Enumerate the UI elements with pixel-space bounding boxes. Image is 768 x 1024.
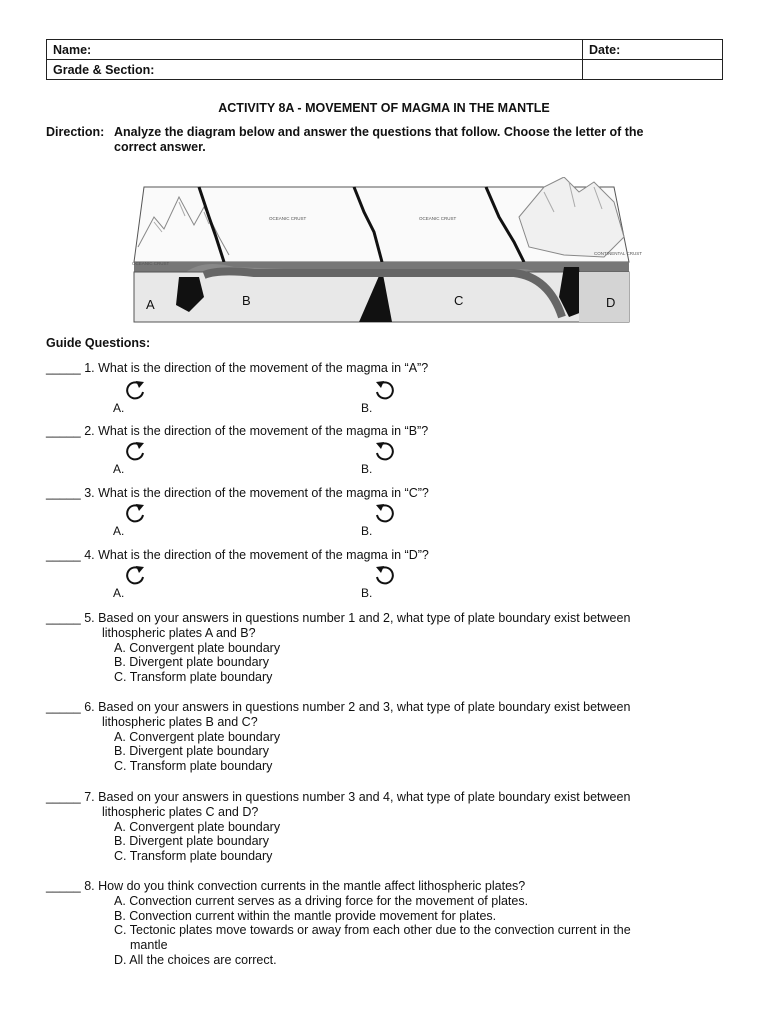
label-oceanic-crust-left: OCEANIC CRUST: [269, 216, 307, 221]
q6-line-2: lithospheric plates B and C?: [102, 714, 258, 729]
q1-choice-a[interactable]: [113, 401, 124, 415]
label-d: D: [606, 295, 616, 310]
q8-option-a[interactable]: A. Convection current serves as a driving force for the movement of plates.: [114, 893, 529, 908]
q6-line-1: _____ 6. Based on your answers in questions number 2 and 3, what type of plate boundary exist between: [46, 700, 631, 714]
clockwise-arrow-icon: [371, 440, 397, 466]
label-oceanic-crust-right: OCEANIC CRUST: [419, 216, 457, 221]
question-6: [46, 700, 736, 774]
q7-line-2: lithospheric plates C and D?: [102, 804, 259, 819]
direction-label: Direction:: [46, 125, 105, 139]
counterclockwise-arrow-icon: [123, 440, 149, 466]
grade-section-field[interactable]: [47, 60, 583, 80]
q2-choice-a[interactable]: [113, 462, 124, 476]
grade-section-label: Grade & Section:: [53, 62, 155, 77]
q5-option-b[interactable]: B. Divergent plate boundary: [114, 655, 269, 670]
question-3: _____ 3. What is the direction of the movement of the magma in “C”?: [46, 486, 429, 500]
clockwise-arrow-icon: [371, 502, 397, 528]
q4-choice-a-label: A.: [113, 586, 125, 600]
q1-choice-a-label: A.: [113, 401, 125, 415]
q2-choice-b[interactable]: [361, 462, 372, 476]
q7-line-1: _____ 7. Based on your answers in questions number 3 and 4, what type of plate boundary exist between: [46, 790, 631, 804]
guide-questions-title: Guide Questions:: [46, 336, 151, 350]
question-4: _____ 4. What is the direction of the movement of the magma in “D”?: [46, 548, 429, 562]
activity-title: ACTIVITY 8A - MOVEMENT OF MAGMA IN THE MANTLE: [218, 101, 550, 115]
q8-option-d[interactable]: D. All the choices are correct.: [114, 952, 277, 967]
q8-option-c-continued: mantle: [130, 938, 168, 953]
q1-choice-b[interactable]: [361, 401, 372, 415]
q3-choice-a-label: A.: [113, 524, 125, 538]
label-a: A: [146, 297, 155, 312]
q6-option-c[interactable]: C. Transform plate boundary: [114, 759, 273, 774]
q5-option-a[interactable]: A. Convergent plate boundary: [114, 640, 281, 655]
date-field[interactable]: [583, 40, 723, 60]
blank-field[interactable]: [583, 60, 723, 80]
q4-choice-b[interactable]: [361, 586, 372, 600]
q6-option-a[interactable]: A. Convergent plate boundary: [114, 729, 281, 744]
plate-boundary-diagram: [124, 177, 644, 325]
name-field[interactable]: [47, 40, 583, 60]
name-label: Name:: [53, 42, 92, 57]
q4-choice-a[interactable]: [113, 586, 124, 600]
q5-line-2: lithospheric plates A and B?: [102, 625, 256, 640]
question-5: [46, 611, 736, 685]
q1-choice-b-label: B.: [361, 401, 373, 415]
q7-option-b[interactable]: B. Divergent plate boundary: [114, 834, 269, 849]
clockwise-arrow-icon: [371, 379, 397, 405]
q4-choice-b-label: B.: [361, 586, 373, 600]
question-7: [46, 790, 736, 864]
q3-choice-a[interactable]: [113, 524, 124, 538]
label-c: C: [454, 293, 464, 308]
q3-choice-b[interactable]: [361, 524, 372, 538]
q6-option-b[interactable]: B. Divergent plate boundary: [114, 744, 269, 759]
counterclockwise-arrow-icon: [123, 502, 149, 528]
counterclockwise-arrow-icon: [123, 379, 149, 405]
q2-choice-b-label: B.: [361, 462, 373, 476]
question-1: _____ 1. What is the direction of the movement of the magma in “A”?: [46, 361, 429, 375]
continental-crust-block: [579, 272, 629, 322]
q8-option-c[interactable]: C. Tectonic plates move towards or away from each other due to the convection current in the: [114, 923, 631, 938]
question-8: [46, 879, 736, 968]
label-oceanic-crust-edge: OCEANIC CRUST: [132, 261, 170, 266]
question-2: _____ 2. What is the direction of the movement of the magma in “B”?: [46, 424, 429, 438]
q3-choice-b-label: B.: [361, 524, 373, 538]
q8-option-b[interactable]: B. Convection current within the mantle provide movement for plates.: [114, 908, 497, 923]
date-label: Date:: [589, 42, 621, 57]
student-info-table: [46, 39, 723, 80]
counterclockwise-arrow-icon: [123, 564, 149, 590]
q8-line-1: _____ 8. How do you think convection currents in the mantle affect lithospheric plates?: [46, 879, 526, 893]
label-continental-crust: CONTINENTAL CRUST: [594, 251, 643, 256]
label-b: B: [242, 293, 251, 308]
direction-text-2: correct answer.: [114, 140, 206, 154]
q5-option-c[interactable]: C. Transform plate boundary: [114, 670, 273, 685]
clockwise-arrow-icon: [371, 564, 397, 590]
direction-block: [46, 125, 716, 155]
q7-option-a[interactable]: A. Convergent plate boundary: [114, 819, 281, 834]
direction-text-1: Analyze the diagram below and answer the questions that follow. Choose the letter of the: [114, 125, 644, 139]
q2-choice-a-label: A.: [113, 462, 125, 476]
q5-line-1: _____ 5. Based on your answers in questions number 1 and 2, what type of plate boundary exist between: [46, 611, 631, 625]
q7-option-c[interactable]: C. Transform plate boundary: [114, 849, 273, 864]
